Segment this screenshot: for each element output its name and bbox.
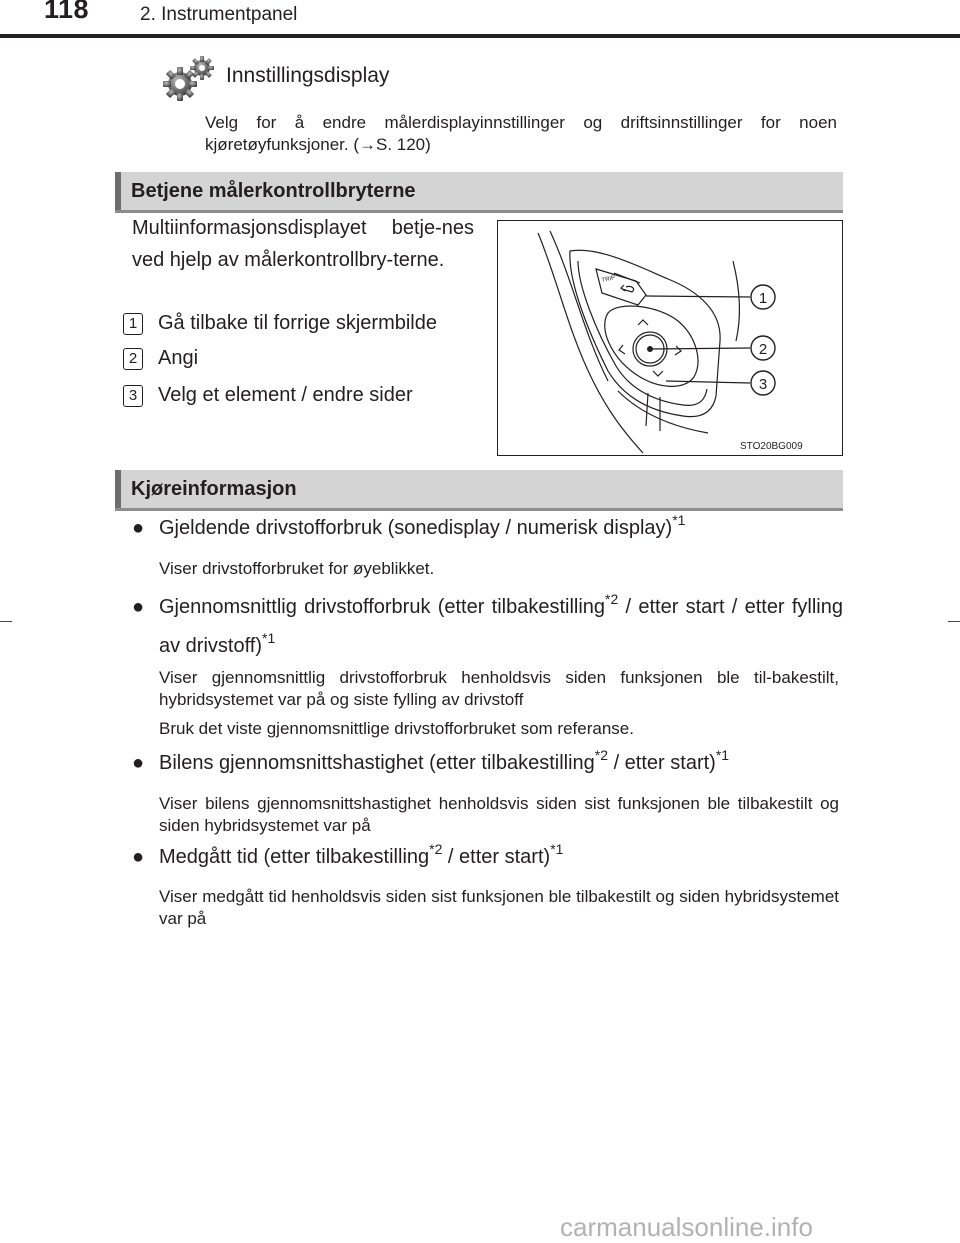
bullet-dot: ● (132, 752, 145, 774)
item-number-1: 1 (123, 313, 143, 335)
steering-switch-illustration (498, 221, 841, 454)
item-number-2: 2 (123, 348, 143, 370)
bullet-dot: ● (132, 517, 145, 539)
bullet-heading: Gjeldende drivstofforbruk (sonedisplay / numerisk display) (159, 517, 673, 539)
bullet-description: Viser gjennomsnittlig drivstofforbruk henholdsvis siden funksjonen ble til-bakestilt, hybridsystemet var på og siste fylling av drivstoff (159, 668, 839, 709)
figure-caption: STO20BG009 (740, 441, 803, 452)
bullet-heading-cont: / etter start / etter fylling av drivstoff) (159, 596, 843, 657)
item-text-select: Velg et element / endre sider (158, 384, 413, 406)
trip-button-label: TRIP (601, 275, 616, 284)
bullet-heading: Medgått tid (etter tilbakestilling (159, 846, 430, 868)
bullet-heading: Gjennomsnittlig drivstofforbruk (etter tilbakestilling (159, 596, 606, 618)
bullet-dot: ● (132, 596, 145, 618)
bullet-heading-cont: / etter start) (442, 846, 551, 868)
footnote-ref: *1 (672, 512, 686, 528)
section-heading-driving-info (115, 470, 843, 511)
callout-1: 1 (758, 290, 768, 307)
footnote-ref: *2 (594, 747, 609, 763)
chapter-title: 2. Instrumentpanel (140, 4, 298, 25)
section-title: Kjøreinformasjon (131, 478, 297, 500)
section-accent (115, 172, 121, 210)
footnote-ref: *1 (715, 747, 730, 763)
bullet-description: Viser bilens gjennomsnittshastighet henholdsvis siden sist funksjonen ble tilbakestilt og siden hybridsystemet var på (159, 794, 839, 835)
bullet-description: Viser drivstofforbruket for øyeblikket. (159, 559, 435, 578)
callout-2: 2 (758, 341, 768, 358)
footnote-ref: *1 (550, 841, 564, 857)
switches-lead-text: Multiinformasjonsdisplayet betje-nes ved hjelp av målerkontrollbry-terne. (132, 217, 474, 271)
bullet-description: Bruk det viste gjennomsnittlige drivstofforbruket som referanse. (159, 719, 634, 738)
callout-3: 3 (758, 376, 768, 393)
footnote-ref: *1 (262, 630, 276, 646)
settings-display-title: Innstillingsdisplay (226, 64, 390, 87)
bullet-heading: Bilens gjennomsnittshastighet (etter tilbakestilling (159, 752, 595, 774)
item-number-3: 3 (123, 385, 143, 407)
steering-switch-figure (497, 220, 843, 456)
section-title: Betjene målerkontrollbryterne (131, 180, 416, 202)
bullet-dot: ● (132, 846, 145, 868)
section-heading-switches (115, 172, 843, 213)
gear-settings-icon (160, 54, 216, 104)
watermark: carmanualsonline.info (560, 1212, 813, 1242)
bullet-description: Viser medgått tid henholdsvis siden sist funksjonen ble tilbakestilt og siden hybridsystemet var på (159, 887, 839, 928)
section-accent (115, 470, 121, 508)
page-number: 118 (44, 0, 90, 24)
bullet-heading-cont: / etter start) (608, 752, 716, 774)
settings-description: Velg for å endre målerdisplayinnstillinger og driftsinnstillinger for noen kjøretøyfunksjoner. (→S. 120) (205, 113, 837, 154)
footnote-ref: *2 (605, 591, 619, 607)
item-text-enter: Angi (158, 347, 199, 369)
footnote-ref: *2 (429, 841, 443, 857)
item-text-return: Gå tilbake til forrige skjermbilde (158, 312, 437, 334)
trim-mark-right (948, 621, 960, 622)
header-rule (0, 34, 960, 38)
trim-mark-left (0, 621, 12, 622)
